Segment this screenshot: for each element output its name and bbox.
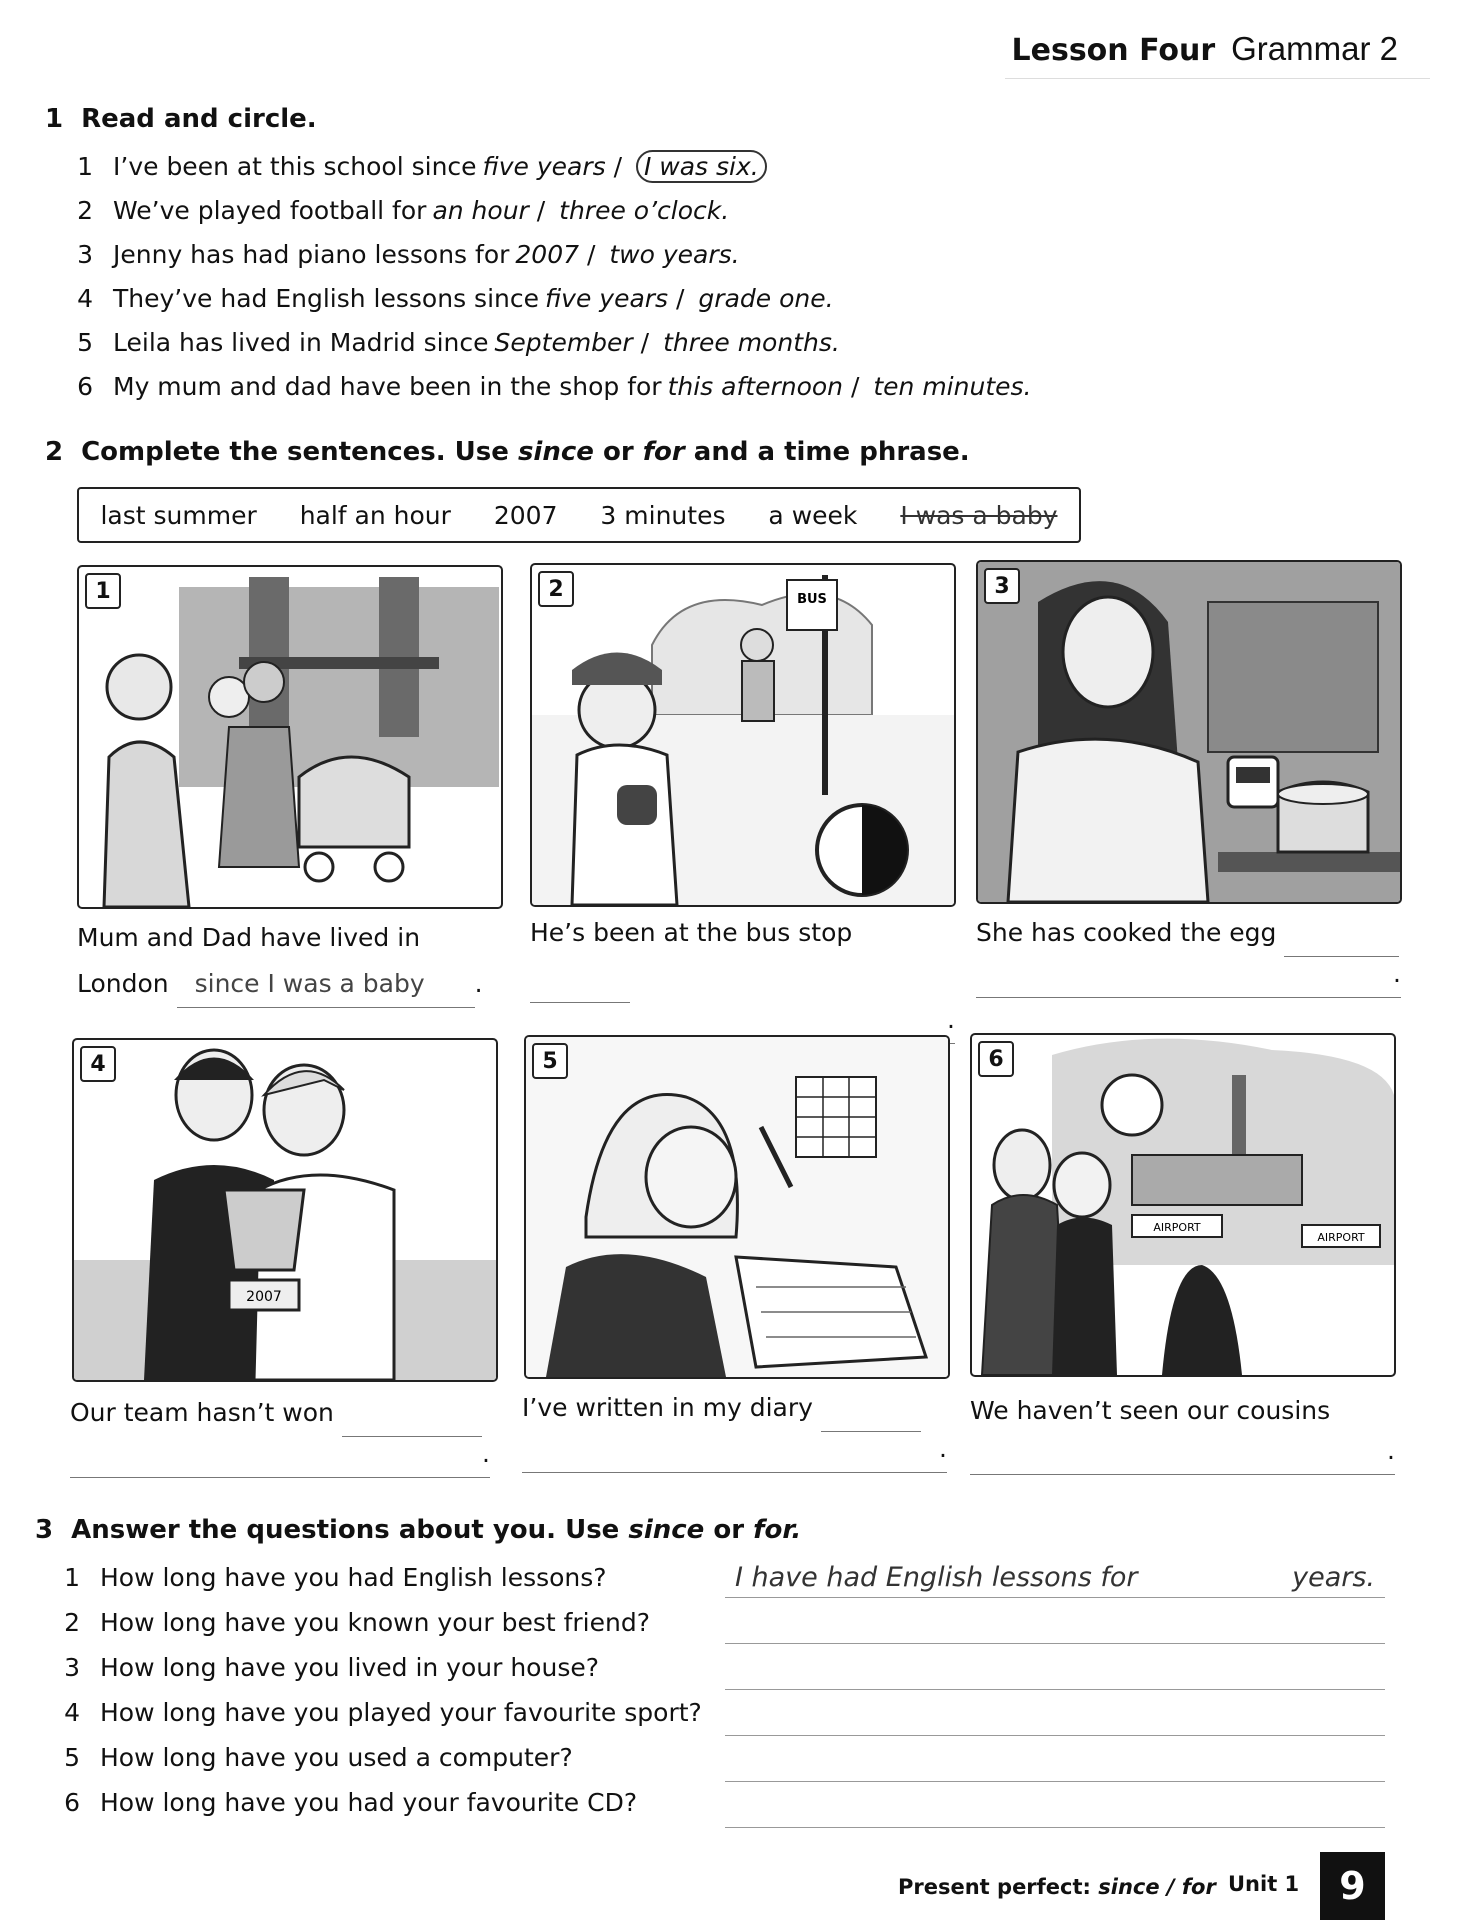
caption-text: She has cooked the egg bbox=[976, 918, 1277, 947]
option-b[interactable]: three months. bbox=[663, 328, 840, 357]
caption-line bbox=[77, 961, 507, 1008]
footer-unit: Unit 1 bbox=[1228, 1872, 1300, 1896]
option-b[interactable]: two years. bbox=[609, 240, 740, 269]
caption-3 bbox=[976, 910, 1406, 998]
question-number: 6 bbox=[64, 1788, 80, 1817]
title-for: for bbox=[642, 437, 685, 467]
trophy-plate-text: 2007 bbox=[246, 1289, 282, 1305]
option-b[interactable]: three o’clock. bbox=[559, 196, 730, 225]
question-item bbox=[62, 1600, 702, 1645]
caption-1 bbox=[77, 915, 507, 1008]
list-item bbox=[75, 145, 1031, 189]
question-number: 5 bbox=[64, 1743, 80, 1772]
caption-text: London bbox=[77, 969, 169, 998]
picture-panel-4 bbox=[72, 1038, 498, 1382]
item-text bbox=[113, 365, 1031, 409]
option-separator: / bbox=[850, 372, 860, 401]
exercise-title bbox=[81, 437, 970, 467]
option-a[interactable]: this afternoon bbox=[667, 372, 844, 401]
caption-text: We haven’t seen our cousins bbox=[970, 1396, 1331, 1425]
option-a[interactable]: five years bbox=[545, 284, 669, 313]
title-part: and a time phrase. bbox=[693, 437, 970, 467]
word-box bbox=[77, 487, 1081, 543]
title-or: or bbox=[602, 437, 634, 467]
question-text: How long have you known your best friend? bbox=[100, 1608, 650, 1637]
word-option: 2007 bbox=[493, 500, 558, 530]
exercise-3-questions bbox=[62, 1555, 702, 1825]
footer-topic-words: since / for bbox=[1098, 1875, 1216, 1899]
item-number: 1 bbox=[77, 152, 93, 181]
caption-text: Our team hasn’t won bbox=[70, 1398, 334, 1427]
question-number: 3 bbox=[64, 1653, 80, 1682]
exercise-title: Read and circle. bbox=[81, 104, 317, 134]
title-part: Answer the questions about you. Use bbox=[71, 1515, 620, 1545]
caption-text: He’s been at the bus stop bbox=[530, 918, 853, 947]
item-stem: They’ve had English lessons since bbox=[113, 284, 539, 313]
list-item bbox=[75, 321, 1031, 365]
item-number: 5 bbox=[77, 328, 93, 357]
item-number: 3 bbox=[77, 240, 93, 269]
illustration-airport-cousins bbox=[972, 1035, 1394, 1375]
full-stop: . bbox=[1393, 959, 1401, 988]
exercise-number: 2 bbox=[45, 437, 64, 467]
question-item bbox=[62, 1780, 702, 1825]
question-text: How long have you had English lessons? bbox=[100, 1563, 607, 1592]
answer-line[interactable] bbox=[70, 1437, 490, 1478]
question-number: 4 bbox=[64, 1698, 80, 1727]
full-stop: . bbox=[482, 1439, 490, 1468]
panel-number: 6 bbox=[978, 1041, 1014, 1077]
question-number: 1 bbox=[64, 1563, 80, 1592]
exercise-1-heading bbox=[45, 104, 317, 134]
caption-2 bbox=[530, 910, 960, 1044]
answer-blank[interactable] bbox=[342, 1390, 482, 1437]
option-a[interactable]: 2007 bbox=[515, 240, 580, 269]
option-separator: / bbox=[536, 196, 546, 225]
option-a[interactable]: an hour bbox=[432, 196, 529, 225]
airport-sign-1: AIRPORT bbox=[1153, 1221, 1201, 1234]
lesson-label: Lesson Four bbox=[1011, 33, 1216, 68]
caption-6 bbox=[970, 1388, 1400, 1475]
list-item bbox=[75, 233, 1031, 277]
list-item bbox=[75, 189, 1031, 233]
answer-line[interactable] bbox=[976, 957, 1401, 998]
exercise-3-answer-lines bbox=[725, 1552, 1385, 1828]
answer-line-2[interactable] bbox=[725, 1598, 1385, 1644]
bus-sign-text: BUS bbox=[797, 592, 827, 607]
illustration-london-family bbox=[79, 567, 501, 907]
word-option: 3 minutes bbox=[600, 500, 726, 530]
page-number: 9 bbox=[1320, 1852, 1385, 1920]
illustration-girl-writing-diary bbox=[526, 1037, 948, 1377]
question-item bbox=[62, 1555, 702, 1600]
picture-panel-1 bbox=[77, 565, 503, 909]
title-or: or bbox=[713, 1515, 745, 1545]
question-text: How long have you used a computer? bbox=[100, 1743, 573, 1772]
option-b[interactable]: ten minutes. bbox=[873, 372, 1032, 401]
panel-number: 1 bbox=[85, 573, 121, 609]
footer-topic-label: Present perfect: bbox=[898, 1875, 1091, 1899]
word-option: a week bbox=[768, 500, 858, 530]
item-number: 6 bbox=[77, 372, 93, 401]
header-divider bbox=[1005, 78, 1430, 79]
list-item bbox=[75, 365, 1031, 409]
picture-panel-5 bbox=[524, 1035, 950, 1379]
list-item bbox=[75, 277, 1031, 321]
question-text: How long have you had your favourite CD? bbox=[100, 1788, 638, 1817]
caption-line bbox=[522, 1385, 952, 1432]
caption-line bbox=[530, 910, 960, 1003]
exercise-number: 1 bbox=[45, 104, 64, 134]
page-header bbox=[1012, 30, 1399, 68]
panel-number: 2 bbox=[538, 571, 574, 607]
item-text bbox=[113, 189, 729, 233]
question-text: How long have you lived in your house? bbox=[100, 1653, 599, 1682]
exercise-2-heading bbox=[45, 437, 970, 467]
full-stop: . bbox=[947, 1005, 955, 1034]
word-option: last summer bbox=[100, 500, 257, 530]
full-stop: . bbox=[474, 969, 483, 998]
answer-line-3[interactable] bbox=[725, 1644, 1385, 1690]
answer-blank[interactable] bbox=[821, 1385, 921, 1432]
example-answer-start: I have had English lessons for bbox=[735, 1562, 1138, 1593]
item-stem: Leila has lived in Madrid since bbox=[113, 328, 489, 357]
option-separator: / bbox=[676, 284, 685, 313]
title-for: for. bbox=[753, 1515, 802, 1545]
title-since: since bbox=[628, 1515, 705, 1545]
caption-4 bbox=[70, 1390, 500, 1478]
answer-line-6[interactable] bbox=[725, 1782, 1385, 1828]
question-text: How long have you played your favourite sport? bbox=[100, 1698, 702, 1727]
footer-topic bbox=[898, 1875, 1216, 1899]
picture-panel-2 bbox=[530, 563, 956, 907]
full-stop: . bbox=[1387, 1436, 1395, 1465]
illustration-woman-cooking bbox=[978, 562, 1400, 902]
option-separator: / bbox=[640, 328, 650, 357]
picture-panel-6 bbox=[970, 1033, 1396, 1377]
item-text bbox=[113, 145, 767, 189]
answer-line[interactable] bbox=[970, 1434, 1395, 1475]
answer-line-5[interactable] bbox=[725, 1736, 1385, 1782]
example-answer-end: years. bbox=[1292, 1562, 1375, 1593]
option-a[interactable]: September bbox=[494, 328, 633, 357]
item-number: 2 bbox=[77, 196, 93, 225]
caption-line bbox=[976, 910, 1406, 957]
caption-text: Mum and Dad have lived in bbox=[77, 923, 421, 952]
full-stop: . bbox=[939, 1434, 947, 1463]
word-option-used: I was a baby bbox=[900, 500, 1058, 530]
exercise-number: 3 bbox=[35, 1515, 54, 1545]
item-text bbox=[113, 233, 740, 277]
item-text bbox=[113, 321, 840, 365]
answer-line-4[interactable] bbox=[725, 1690, 1385, 1736]
lesson-topic: Grammar 2 bbox=[1231, 30, 1398, 67]
illustration-bus-stop bbox=[532, 565, 954, 905]
option-b-circled[interactable]: I was six. bbox=[636, 150, 767, 183]
airport-sign-2: AIRPORT bbox=[1317, 1231, 1365, 1244]
answer-line[interactable] bbox=[522, 1432, 947, 1473]
word-option: half an hour bbox=[299, 500, 451, 530]
item-text bbox=[113, 277, 834, 321]
option-separator: / bbox=[613, 152, 623, 181]
answer-line-1[interactable] bbox=[725, 1552, 1385, 1598]
title-part: Complete the sentences. Use bbox=[81, 437, 509, 467]
title-since: since bbox=[517, 437, 594, 467]
panel-number: 4 bbox=[80, 1046, 116, 1082]
panel-number: 3 bbox=[984, 568, 1020, 604]
panel-number: 5 bbox=[532, 1043, 568, 1079]
question-item bbox=[62, 1735, 702, 1780]
illustration-team-trophy bbox=[74, 1040, 496, 1380]
exercise-1-list bbox=[75, 145, 1031, 409]
answer-blank[interactable] bbox=[1284, 910, 1399, 957]
caption-text: I’ve written in my diary bbox=[522, 1393, 813, 1422]
exercise-3-heading bbox=[35, 1515, 801, 1545]
picture-panel-3 bbox=[976, 560, 1402, 904]
item-stem: I’ve been at this school since bbox=[113, 152, 477, 181]
exercise-title bbox=[71, 1515, 801, 1545]
caption-line bbox=[70, 1390, 500, 1437]
option-a[interactable]: five years bbox=[482, 152, 606, 181]
item-stem: We’ve played football for bbox=[113, 196, 427, 225]
item-stem: Jenny has had piano lessons for bbox=[113, 240, 510, 269]
question-number: 2 bbox=[64, 1608, 80, 1637]
option-b[interactable]: grade one. bbox=[698, 284, 834, 313]
answer-blank-filled[interactable]: since I was a baby bbox=[177, 961, 475, 1008]
caption-5 bbox=[522, 1385, 952, 1473]
option-separator: / bbox=[586, 240, 596, 269]
answer-blank[interactable] bbox=[530, 956, 630, 1003]
question-item bbox=[62, 1645, 702, 1690]
item-number: 4 bbox=[77, 284, 93, 313]
item-stem: My mum and dad have been in the shop for bbox=[113, 372, 662, 401]
question-item bbox=[62, 1690, 702, 1735]
